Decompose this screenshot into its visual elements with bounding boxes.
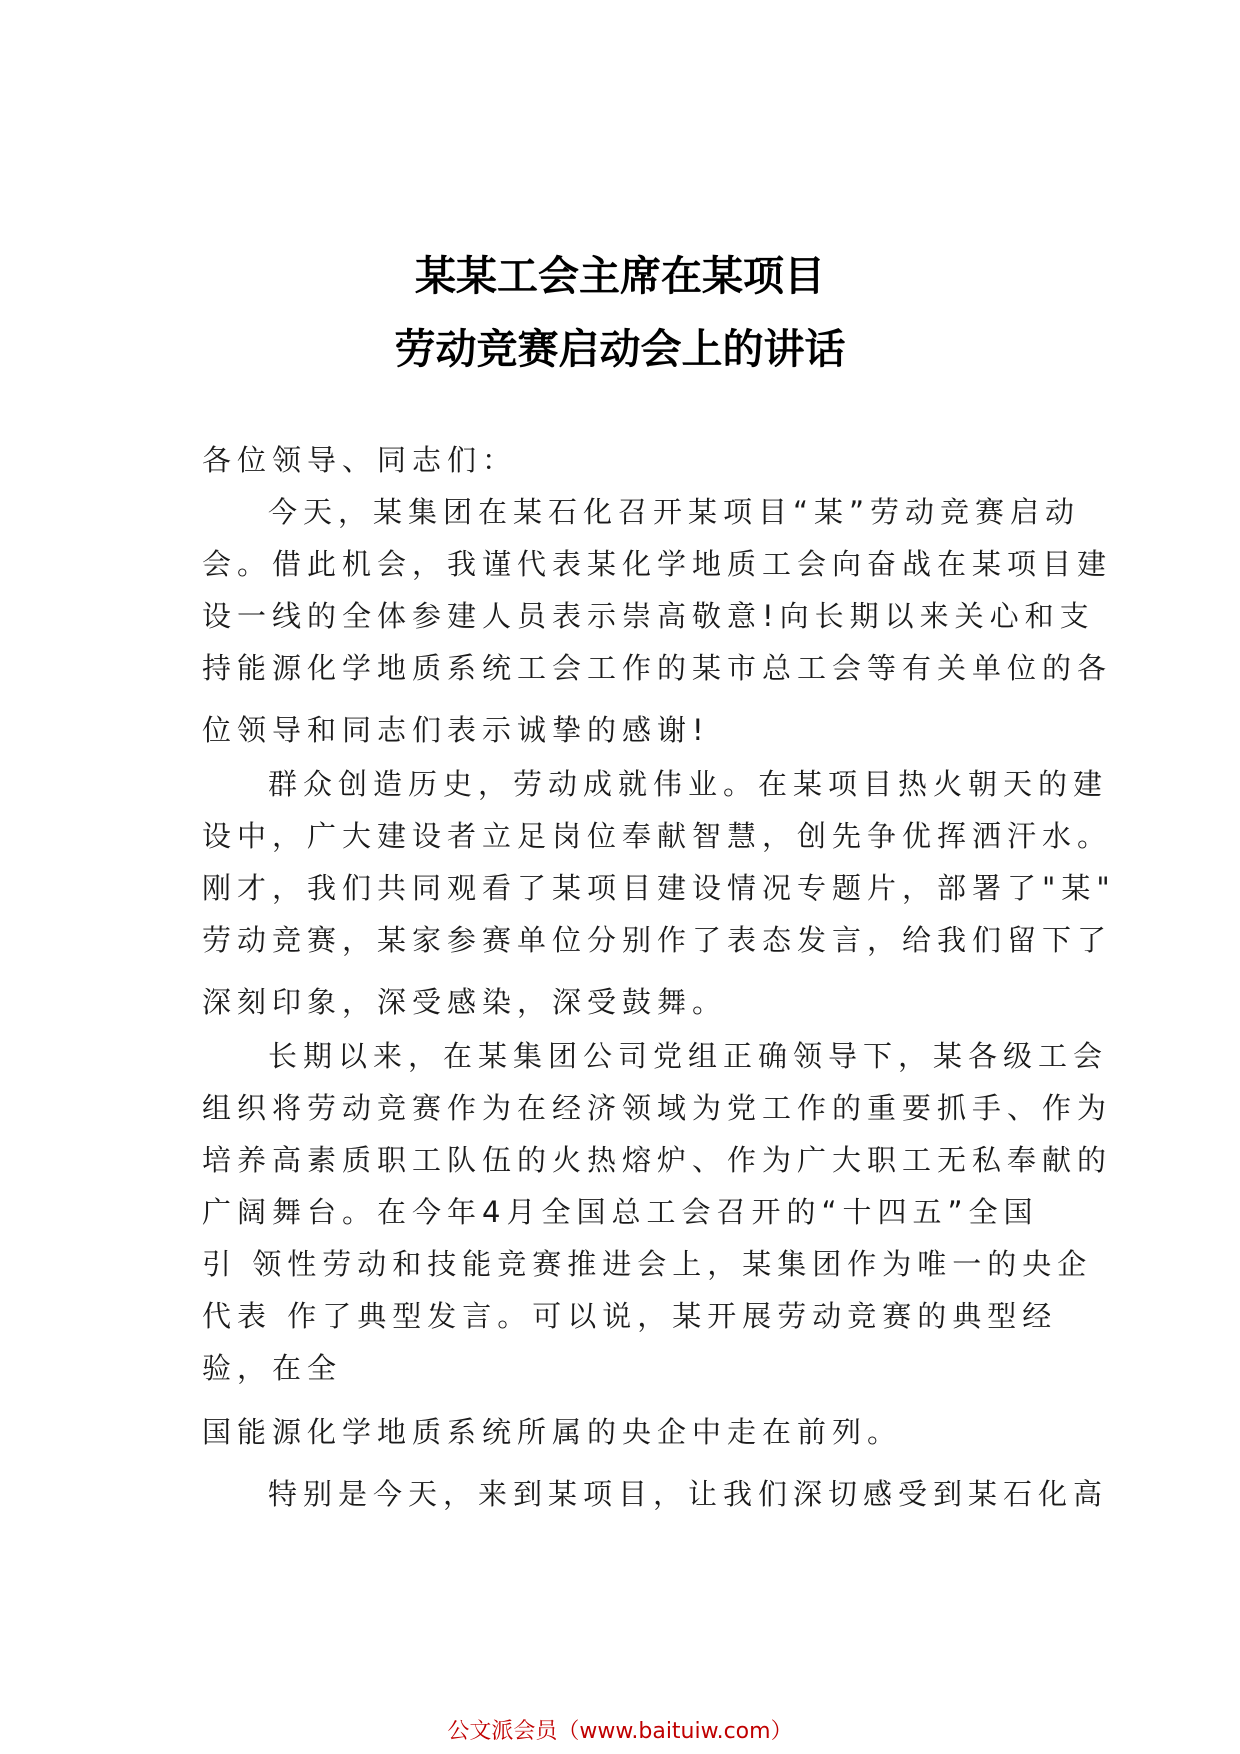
- paragraph-1-line-2: 会。借此机会，我谨代表某化学地质工会向奋战在某项目建: [202, 547, 1113, 581]
- paragraph-3-line-6: 代表 作了典型发言。可以说，某开展劳动竞赛的典型经: [202, 1299, 1058, 1333]
- salutation: 各位领导、同志们：: [202, 443, 518, 477]
- paragraph-3-line-5: 引 领性劳动和技能竞赛推进会上，某集团作为唯一的央企: [202, 1247, 1093, 1281]
- paragraph-3-line-4: 广阔舞台。在今年4月全国总工会召开的“十四五”全国: [202, 1195, 1039, 1229]
- paragraph-3-line-7: 验，在全: [202, 1351, 343, 1385]
- paragraph-2-line-3: 刚才，我们共同观看了某项目建设情况专题片，部署了"某": [202, 871, 1116, 905]
- paragraph-3-line-8: 国能源化学地质系统所属的央企中走在前列。: [202, 1415, 903, 1449]
- paragraph-3-line-3: 培养高素质职工队伍的火热熔炉、作为广大职工无私奉献的: [202, 1143, 1113, 1177]
- paragraph-3-line-2: 组织将劳动竞赛作为在经济领域为党工作的重要抓手、作为: [202, 1091, 1113, 1125]
- paragraph-3-line-1: 长期以来，在某集团公司党组正确领导下，某各级工会: [268, 1039, 1109, 1073]
- document-title-line-1: 某某工会主席在某项目: [415, 252, 825, 300]
- document-title-line-2: 劳动竞赛启动会上的讲话: [394, 325, 846, 373]
- paragraph-2-line-5: 深刻印象，深受感染，深受鼓舞。: [202, 985, 728, 1019]
- paragraph-4-line-1: 特别是今天，来到某项目，让我们深切感受到某石化高: [268, 1477, 1109, 1511]
- paragraph-1-line-1: 今天，某集团在某石化召开某项目“某”劳动竞赛启动: [268, 495, 1081, 529]
- paragraph-1-line-3: 设一线的全体参建人员表示崇高敬意!向长期以来关心和支: [202, 599, 1095, 633]
- paragraph-2-line-4: 劳动竞赛，某家参赛单位分别作了表态发言，给我们留下了: [202, 923, 1113, 957]
- paragraph-2-line-2: 设中，广大建设者立足岗位奉献智慧，创先争优挥洒汗水。: [202, 819, 1113, 853]
- paragraph-1-line-4: 持能源化学地质系统工会工作的某市总工会等有关单位的各: [202, 651, 1113, 685]
- footer-watermark-link[interactable]: 公文派会员（www.baituiw.com）: [447, 1719, 793, 1744]
- paragraph-1-line-5: 位领导和同志们表示诚挚的感谢!: [202, 713, 710, 747]
- paragraph-2-line-1: 群众创造历史，劳动成就伟业。在某项目热火朝天的建: [268, 767, 1109, 801]
